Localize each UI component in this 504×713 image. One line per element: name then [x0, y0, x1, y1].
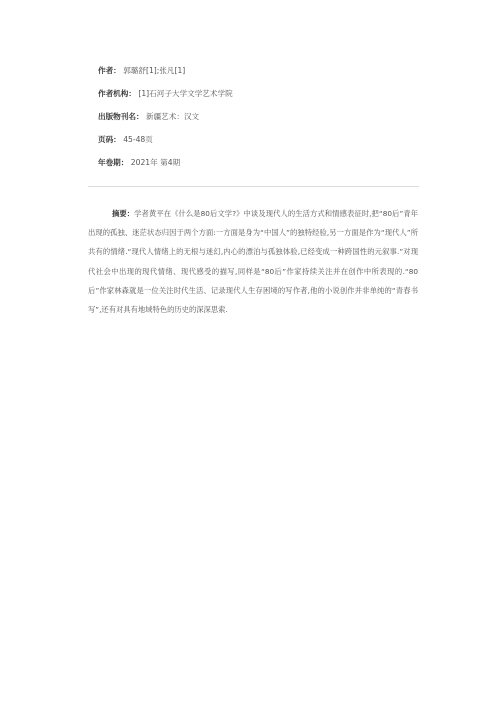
year-issue-label: 年卷期：: [98, 158, 129, 167]
year-issue-value: 2021年 第4期: [130, 158, 181, 167]
pages-value: 45-48页: [123, 135, 153, 144]
section-divider: [88, 186, 419, 187]
publication-row: [98, 107, 428, 130]
abstract-text: 学者黄平在《什么是80后文学?》中谈及现代人的生活方式和情感表征时,把“80后”青年出现的孤独、迷茫状态归因于两个方面:一方面是身为“中国人”的独特经验,另一方面是作为“现代人”所共有的情绪.“现代人情绪上的无根与迷幻,内心的漂泊与孤独体验,已经变成一种跨国性的元叙事.”对现代社会中出现的现代情绪、现代感受的描写,同样是“80后”作家持续关注并在创作中所表现的.“80后”作家林森就是一位关注时代生活、记录现代人生存困境的写作者,他的小说创作并非单纯的“青春书写”,还有对具有地域特色的历史的深深思索.: [88, 209, 419, 315]
year-issue-row: [98, 153, 428, 176]
publication-label: 出版物刊名：: [98, 112, 144, 121]
authors-row: [98, 61, 428, 84]
authors-label: 作者：: [98, 66, 121, 75]
pages-row: [98, 130, 428, 153]
institution-row: [98, 84, 428, 107]
abstract-label: 摘要：: [112, 209, 135, 218]
publication-value: 新疆艺术：汉文: [145, 112, 200, 121]
article-metadata: [98, 61, 428, 176]
abstract-paragraph: [88, 204, 418, 319]
institution-label: 作者机构：: [98, 89, 136, 98]
authors-value: 郭璐舒[1];张凡[1]: [123, 66, 186, 75]
pages-label: 页码：: [98, 135, 121, 144]
institution-value: [1]石河子大学文学艺术学院: [138, 89, 233, 98]
